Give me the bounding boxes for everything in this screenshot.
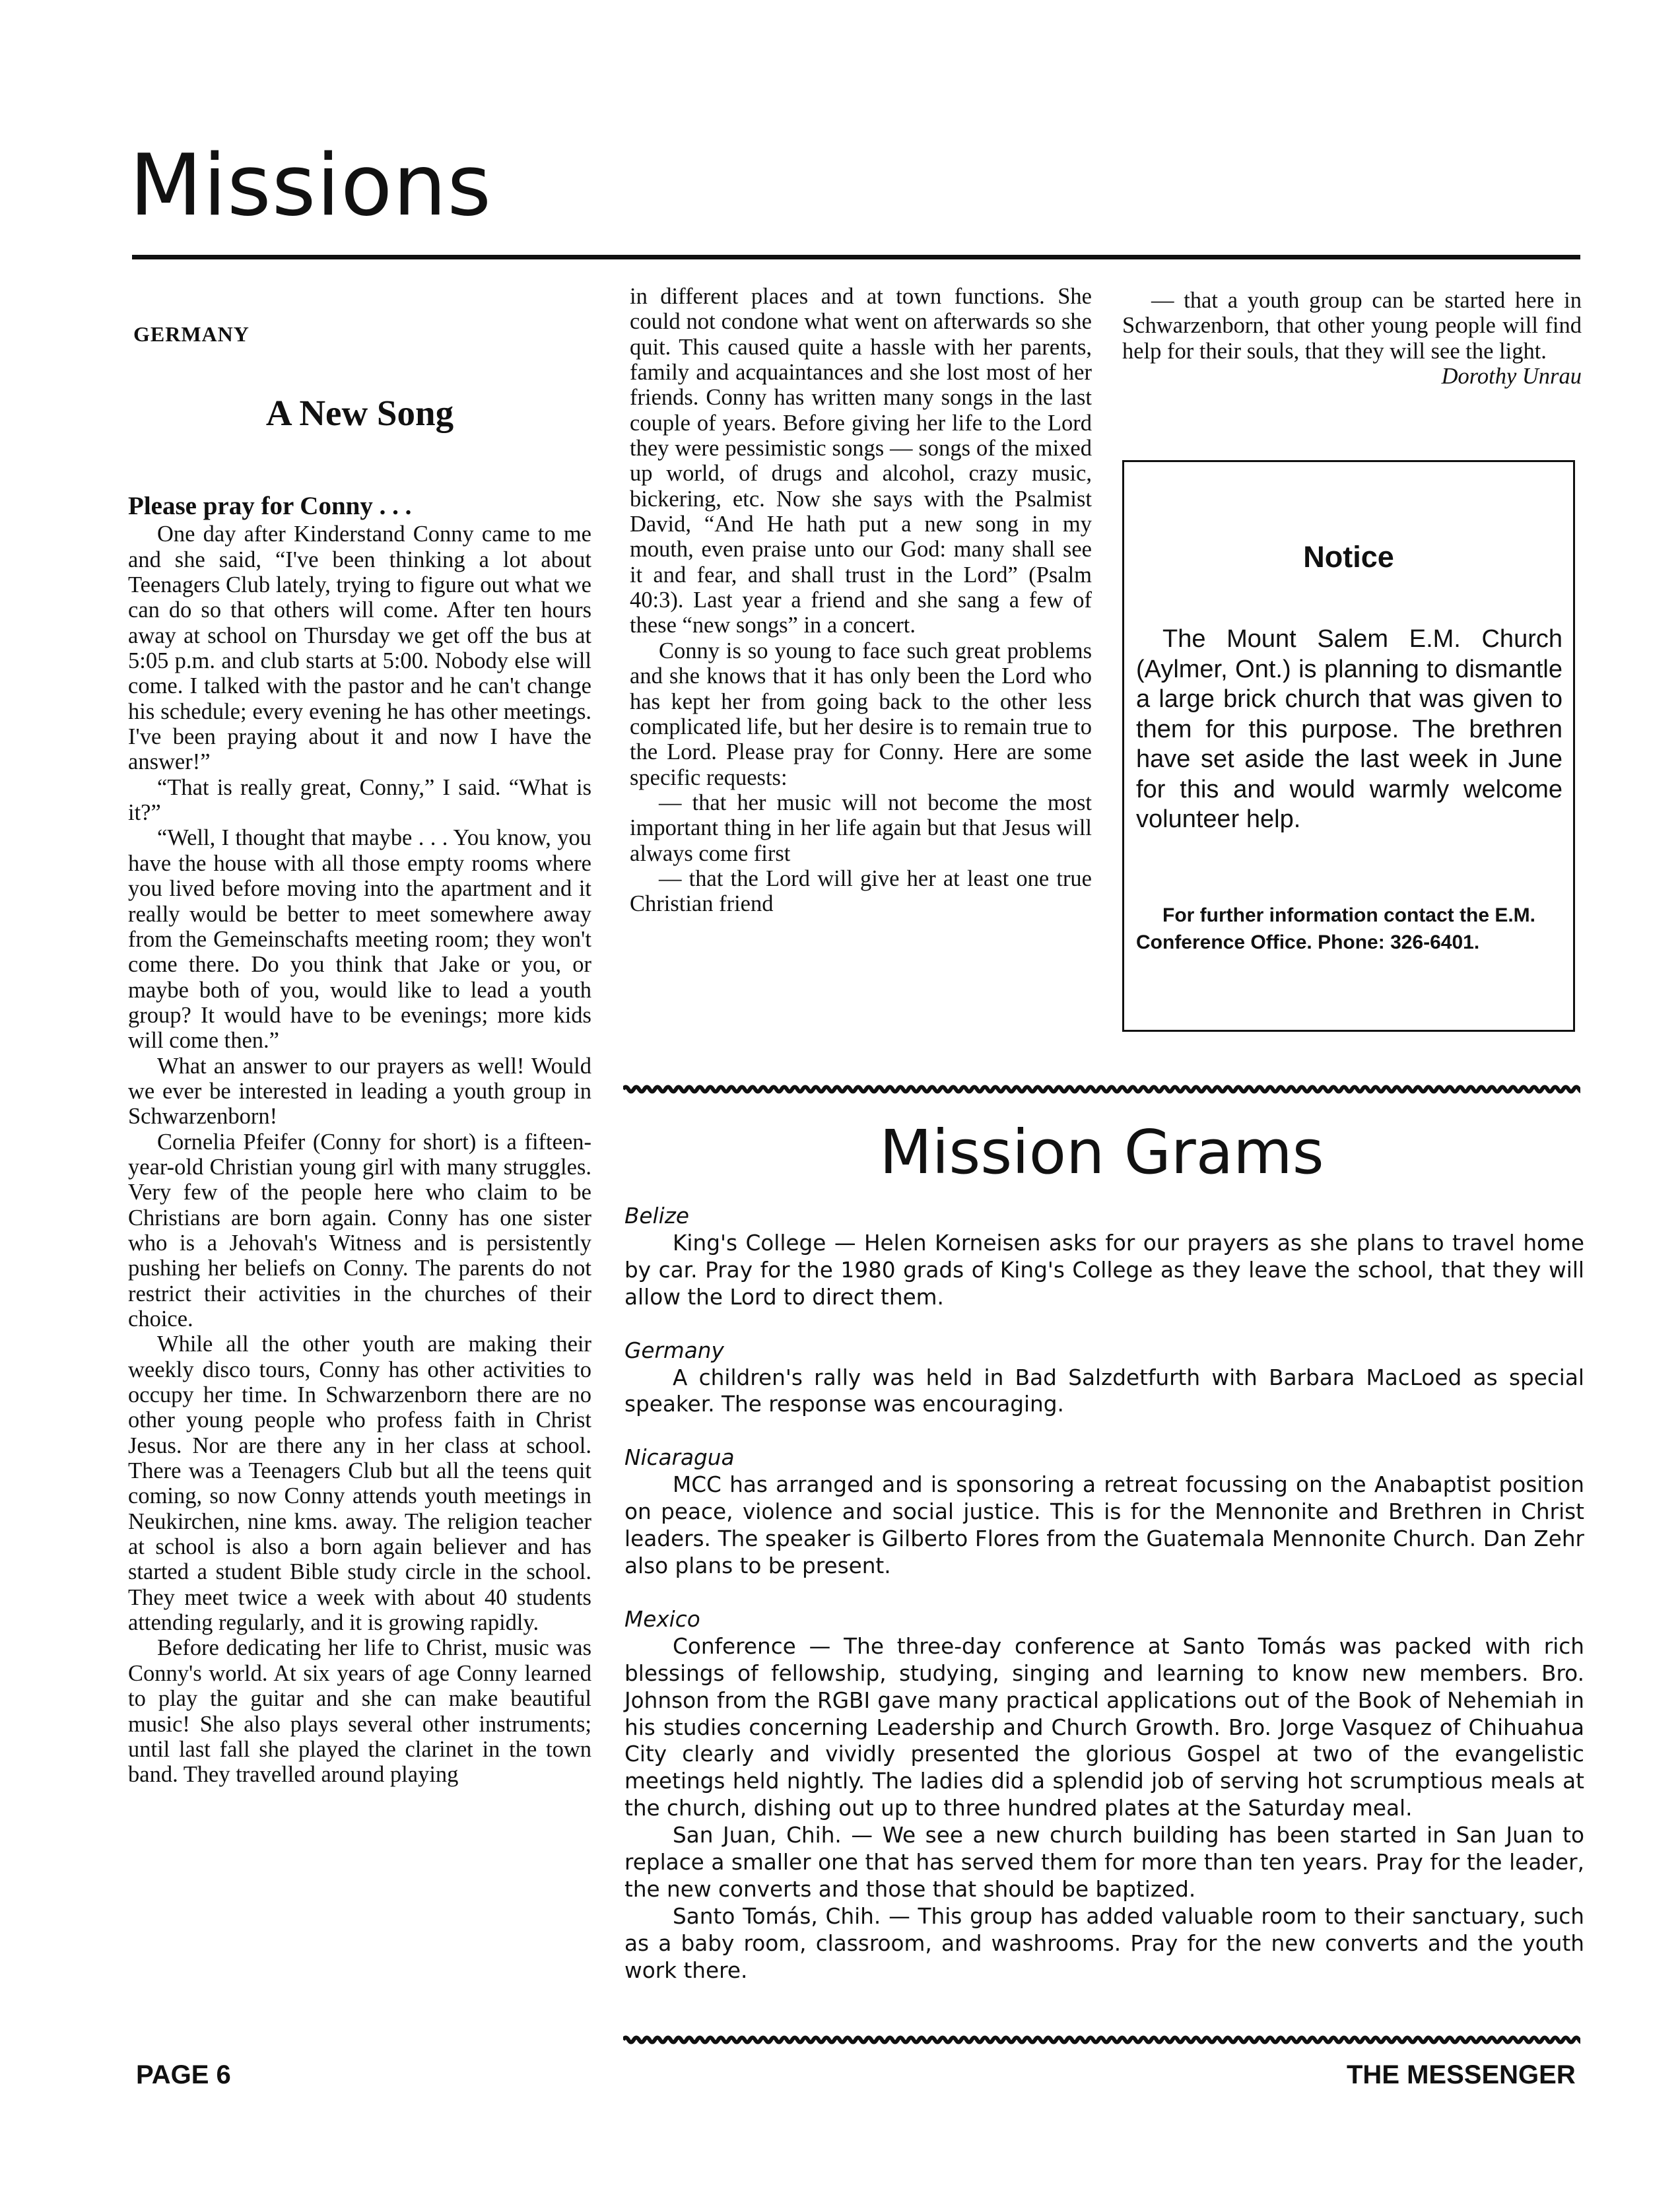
story-paragraph: in different places and at town functions. She could not condone what went on afterwards so she quit. This caused quite a hassle with her parents, family and acquaintances and she lost most of her friends. Conny has written many songs in the last couple of years. Before giving her life to the Lord they were pessimistic songs — songs of the mixed up world, of drugs and alcohol, crazy music, bickering, etc. Now she says with the Psalmist David, “And He hath put a new song in my mouth, even praise unto our God: many shall see it and fear, and shall trust in the Lord” (Psalm 40:3). Last year a friend and she sang a few of these “new songs” in a concert. [630,284,1092,638]
notice-box [1122,460,1575,1032]
story-paragraph: “Well, I thought that maybe . . . You know, you have the house with all those empty rooms where you lived before moving into the apartment and it really would be better to meet somewhere away from the Gemeinschafts meeting room; they won't come there. Do you think that Jake or you, or maybe both of you, would like to lead a youth group? It would have to be evenings; more kids will come then.” [128,825,591,1054]
mission-grams-title: Mission Grams [879,1117,1324,1188]
story-request: — that the Lord will give her at least one true Christian friend [630,865,1092,917]
gram-country: Mexico [624,1606,700,1632]
story-paragraph: “That is really great, Conny,” I said. “What is it?” [128,774,591,826]
gram-item [624,1444,1584,1580]
page-number: PAGE 6 [136,2060,231,2089]
gram-country: Belize [624,1203,689,1229]
wavy-divider-bottom [623,2033,1580,2046]
notice-body: The Mount Salem E.M. Church (Aylmer, Ont.) is planning to dismantle a large brick church that was given to them for this purpose. The brethren have set aside the last week in June for this and would warmly welcome volunteer help. [1136,625,1562,833]
story-paragraph: One day after Kinderstand Conny came to me and she said, “I've been thinking a lot about Teenagers Club lately, trying to figure out what we can do so that others will come. After ten hours away at school on Thursday we get off the bus at 5:05 p.m. and club starts at 5:00. Nobody else will come. I talked with the pastor and he can't change his schedule; every evening he has other meetings. I've been praying about it and now I have the answer!” [128,522,591,775]
gram-item [624,1606,1584,1984]
gram-text: San Juan, Chih. — We see a new church building has been started in San Juan to replace a smaller one that has served them for more than ten years. Pray for the leader, the new converts and those that should be baptized. [624,1823,1584,1902]
story-paragraph: What an answer to our prayers as well! Would we ever be interested in leading a youth group in Schwarzenborn! [128,1053,591,1130]
notice-contact: For further information contact the E.M. Conference Office. Phone: 326-6401. [1136,904,1536,953]
story-request: — that a youth group can be started here in Schwarzenborn, that other young people will find help for their souls, that they will see the light. [1122,288,1582,364]
gram-text: MCC has arranged and is sponsoring a retreat focussing on the Anabaptist position on peace, violence and social justice. This is for the Mennonite and Brethren in Christ leaders. The speaker is Gilberto Flores from the Guatemala Mennonite Church. Dan Zehr also plans to be present. [624,1472,1584,1578]
notice-title: Notice [1303,540,1394,574]
story-request: — that her music will not become the most important thing in her life again but that Jesus will always come first [630,790,1092,866]
gram-text: Conference — The three-day conference at Santo Tomás was packed with rich blessings of fellowship, studying, singing and learning to know new members. Bro. Johnson from the RGBI gave many practical applications out of the Book of Nehemiah in his studies concerning Leadership and Church Growth. Bro. Jorge Vasquez of Chihuahua City clearly and vividly presented the glorious Gospel at two of the evangelistic meetings held nightly. The ladies did a splendid job of serving hot scrumptious meals at the church, dishing out up to three hundred plates at the Saturday meal. [624,1633,1584,1821]
publication-name: THE MESSENGER [1347,2060,1576,2089]
title-rule [132,255,1580,259]
story-column-1 [128,494,591,1788]
gram-item [624,1203,1584,1311]
story-paragraph: Conny is so young to face such great problems and she knows that it has only been the Lord who has kept her from going back to the other less complicated life, but her desire is to remain true to the Lord. Please pray for Conny. Here are some specific requests: [630,638,1092,790]
gram-item [624,1337,1584,1419]
story-paragraph: Cornelia Pfeifer (Conny for short) is a fifteen-year-old Christian young girl with many struggles. Very few of the people here who claim to be Christians are born again. Conny has one sister who is a Jehovah's Witness and is persistently pushing her beliefs on Conny. The parents do not restrict their activities in the churches of their choice. [128,1129,591,1332]
story-column-3 [1122,288,1582,389]
story-column-2 [630,284,1092,917]
story-kicker: GERMANY [133,322,250,346]
section-title: Missions [129,137,492,235]
gram-country: Germany [624,1337,724,1363]
gram-text: A children's rally was held in Bad Salzdetfurth with Barbara MacLoed as special speaker. The response was encouraging. [624,1365,1584,1417]
gram-text: King's College — Helen Korneisen asks for our prayers as she plans to travel home by car. Pray for the 1980 grads of King's College as they leave the school, that they will allow the Lord to direct them. [624,1230,1584,1310]
mission-grams-list [624,1203,1584,2011]
story-subhead: Please pray for Conny . . . [128,492,412,520]
gram-text: Santo Tomás, Chih. — This group has added valuable room to their sanctuary, such as a baby room, classroom, and washrooms. Pray for the new converts and the youth work there. [624,1903,1584,1983]
gram-country: Nicaragua [624,1445,735,1471]
story-byline: Dorothy Unrau [1441,364,1582,389]
story-title: A New Song [265,393,454,433]
story-paragraph: Before dedicating her life to Christ, music was Conny's world. At six years of age Conny learned to play the guitar and she can make beautiful music! She also plays several other instruments; until last fall she played the clarinet in the town band. They travelled around playing [128,1635,591,1788]
wavy-divider-top [623,1083,1580,1096]
story-paragraph: While all the other youth are making their weekly disco tours, Conny has other activities to occupy her time. In Schwarzenborn there are no other young people who profess faith in Christ Jesus. Nor are there any in her class at school. There was a Teenagers Club but all the teens quit coming, so now Conny attends youth meetings in Neukirchen, nine kms. away. The religion teacher at school is also a born again believer and has started a student Bible study circle in the school. They meet twice a week with about 40 students attending regularly, and it is growing rapidly. [128,1332,591,1636]
